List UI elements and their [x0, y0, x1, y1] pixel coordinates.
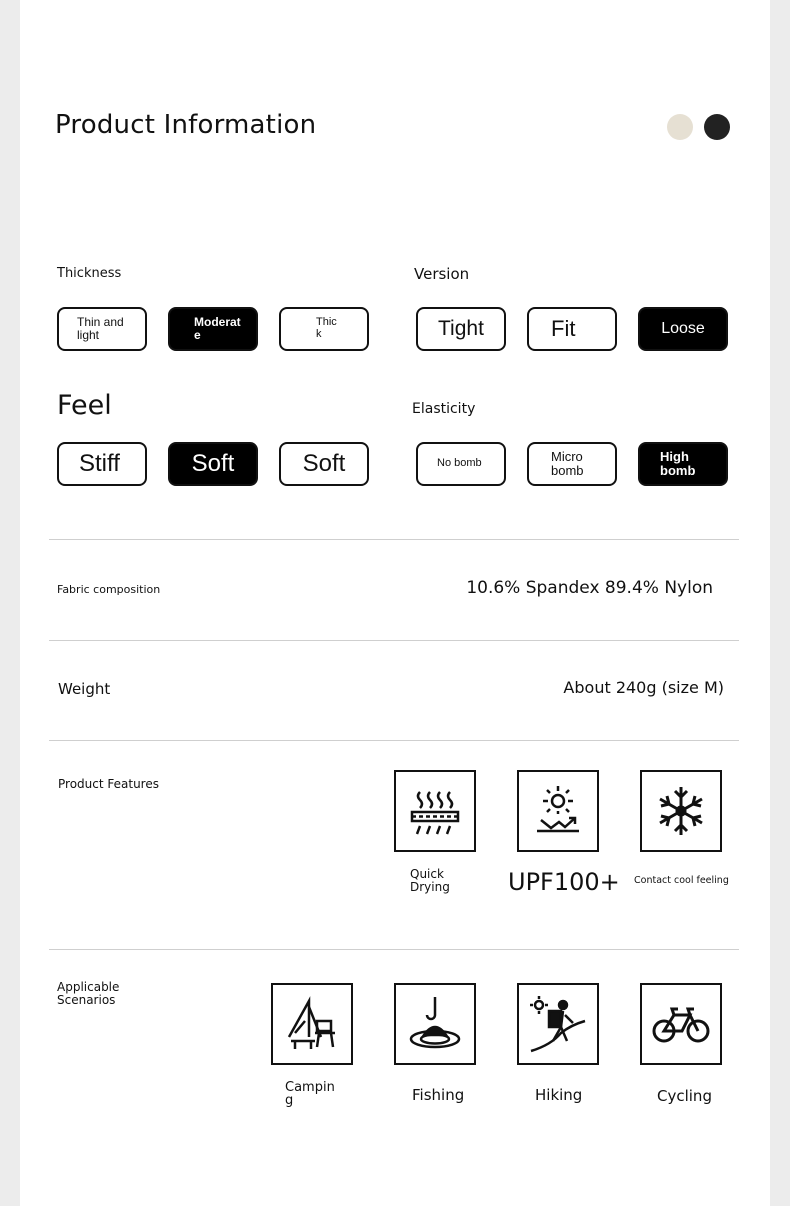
feature-caption-cool: Contact cool feeling [634, 875, 729, 886]
scenario-caption-hiking: Hiking [535, 1086, 583, 1104]
snowflake-icon [640, 770, 722, 852]
color-swatch-beige[interactable] [667, 114, 693, 140]
camping-icon [271, 983, 353, 1065]
version-option-fit[interactable]: Fit [527, 307, 617, 351]
feel-label: Feel [57, 390, 112, 421]
features-label: Product Features [58, 777, 159, 791]
scenario-caption-camping: Campin g [285, 1080, 335, 1108]
page-title: Product Information [55, 110, 317, 140]
divider [49, 740, 739, 741]
version-option-tight[interactable]: Tight [416, 307, 506, 351]
divider [49, 539, 739, 540]
elasticity-option-micro[interactable]: Micro bomb [527, 442, 617, 486]
version-label: Version [414, 265, 470, 283]
feel-option-soft[interactable]: Soft [279, 442, 369, 486]
thickness-label: Thickness [57, 266, 122, 281]
cycling-icon [640, 983, 722, 1065]
fabric-value: 10.6% Spandex 89.4% Nylon [466, 578, 713, 598]
version-option-loose[interactable]: Loose [638, 307, 728, 351]
elasticity-option-high[interactable]: High bomb [638, 442, 728, 486]
feel-option-soft-selected[interactable]: Soft [168, 442, 258, 486]
feature-caption-upf: UPF100+ [508, 868, 620, 896]
scenarios-label: Applicable Scenarios [57, 980, 120, 1007]
fishing-icon [394, 983, 476, 1065]
weight-label: Weight [58, 680, 111, 698]
feel-option-stiff[interactable]: Stiff [57, 442, 147, 486]
scenario-caption-cycling: Cycling [657, 1087, 712, 1105]
hiking-icon [517, 983, 599, 1065]
divider [49, 949, 739, 950]
sun-uv-icon [517, 770, 599, 852]
weight-value: About 240g (size M) [563, 678, 724, 697]
fabric-label: Fabric composition [57, 583, 161, 596]
scenario-caption-fishing: Fishing [412, 1086, 465, 1104]
elasticity-label: Elasticity [412, 401, 476, 417]
quick-dry-icon [394, 770, 476, 852]
elasticity-option-none[interactable]: No bomb [416, 442, 506, 486]
color-swatch-black[interactable] [704, 114, 730, 140]
thickness-option-thin[interactable]: Thin and light [57, 307, 147, 351]
divider [49, 640, 739, 641]
thickness-option-moderate[interactable]: Moderat e [168, 307, 258, 351]
thickness-option-thick[interactable]: Thic k [279, 307, 369, 351]
product-info-sheet [20, 0, 770, 1206]
feature-caption-quick-drying: Quick Drying [410, 867, 450, 894]
